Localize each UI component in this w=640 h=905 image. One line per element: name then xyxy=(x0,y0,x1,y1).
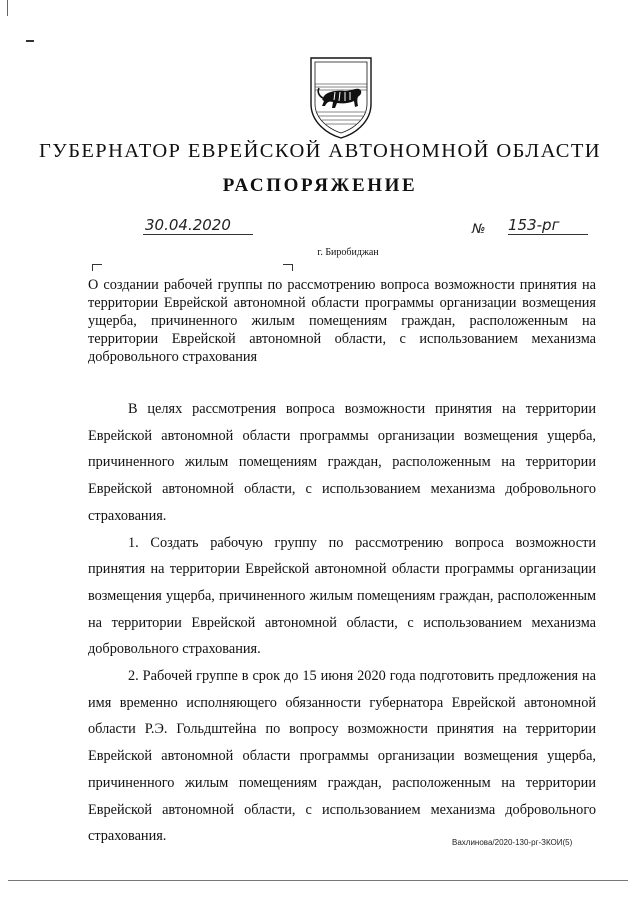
scan-edge-mark xyxy=(7,0,8,16)
document-body xyxy=(88,396,596,850)
document-date: 30.04.2020 xyxy=(143,216,253,235)
coat-of-arms-svg xyxy=(305,54,377,140)
city-line: г. Биробиджан xyxy=(317,247,379,258)
item-1-paragraph: 1. Создать рабочую группу по рассмотрению вопроса возможности принятия на территории Еврейской автономной области программы организации возмещения ущерба, причиненного жилым помещениям граждан, расположенным на территории Еврейской автономной области, с использованием механизма добровольного страхования. xyxy=(88,534,596,658)
tiger-figure xyxy=(318,88,361,108)
number-prefix: № xyxy=(472,222,486,237)
governor-title: ГУБЕРНАТОР ЕВРЕЙСКОЙ АВТОНОМНОЙ ОБЛАСТИ xyxy=(39,140,601,162)
scan-dash-mark xyxy=(26,40,34,42)
document-number: 153-рг xyxy=(508,216,588,235)
title-corner-left xyxy=(92,264,102,271)
footer-reference-code: Вахлинова/2020-130-рг-ЗКОИ(5) xyxy=(452,838,573,847)
bottom-divider xyxy=(8,880,628,881)
preamble-paragraph: В целях рассмотрения вопроса возможности принятия на территории Еврейской автономной области программы организации возмещения ущерба, причиненного жилым помещениям граждан, расположенным на территории Еврейской автономной области, с использованием механизма добровольного страхования. xyxy=(88,401,596,524)
item-2-paragraph: 2. Рабочей группе в срок до 15 июня 2020 года подготовить предложения на имя временно исполняющего обязанности губернатора Еврейской автономной области Р.Э. Гольдштейна по вопросу возможности принятия на территории Еврейской автономной области программы организации возмещения ущерба, причиненного жилым помещениям граждан, расположенным на территории Еврейской автономной области, с использованием механизма добровольного страхования. xyxy=(88,668,596,845)
tiger-coat-of-arms-icon xyxy=(305,54,377,140)
title-corner-right xyxy=(283,264,293,271)
document-title: О создании рабочей группы по рассмотрению вопроса возможности принятия на территории Еврейской автономной области программы организации возмещения ущерба, причиненного жилым помещениям граждан, расположенным на территории Еврейской автономной области, с использованием механизма добровольного страхования xyxy=(88,277,596,366)
document-type-heading: РАСПОРЯЖЕНИЕ xyxy=(222,175,418,196)
